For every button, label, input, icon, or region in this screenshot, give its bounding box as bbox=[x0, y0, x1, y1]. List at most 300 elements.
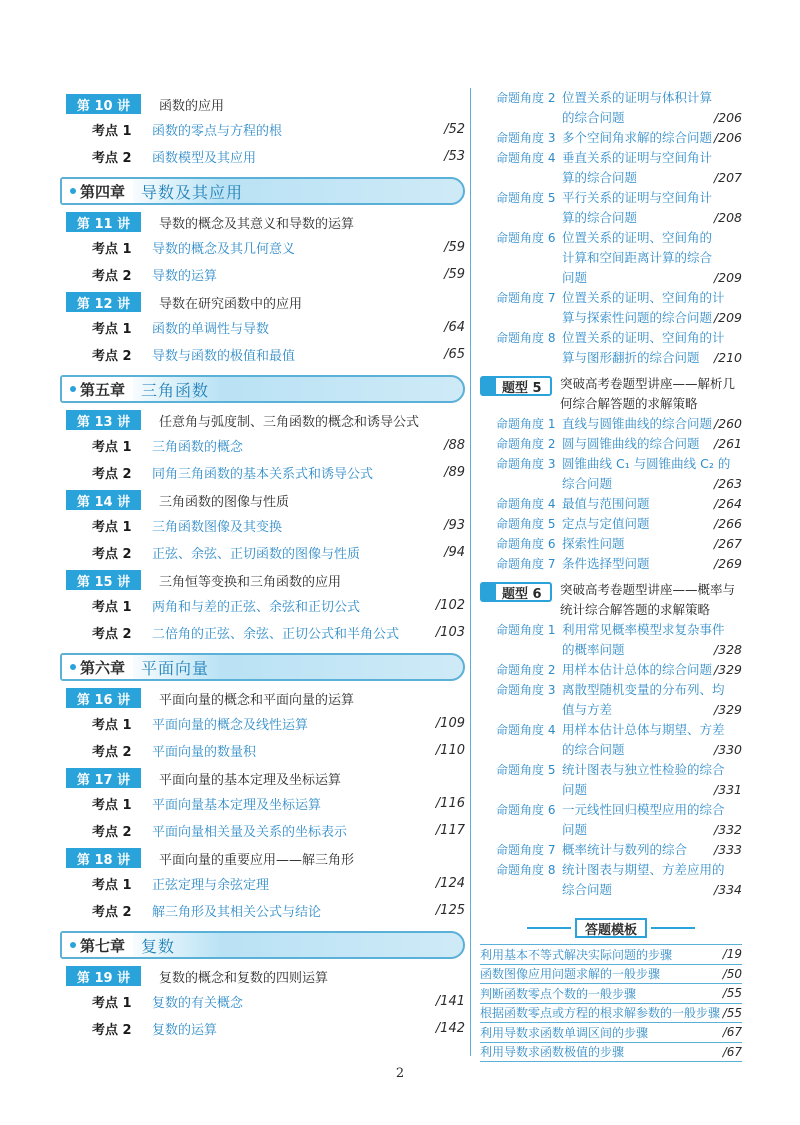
keypoint-title: 三角函数图像及其变换 bbox=[152, 520, 283, 535]
template-entry[interactable] bbox=[480, 945, 742, 965]
keypoint-label: 考点 1 bbox=[92, 878, 132, 893]
question-angle-entry[interactable] bbox=[480, 840, 742, 860]
keypoint-label: 考点 2 bbox=[92, 825, 132, 840]
chapter-box bbox=[60, 375, 465, 403]
page-ref: /330 bbox=[713, 742, 742, 757]
entry-text: 问题 bbox=[562, 270, 588, 285]
question-angle-body bbox=[562, 760, 742, 800]
chapter-box bbox=[60, 177, 465, 205]
page-ref: /142 bbox=[435, 1021, 465, 1036]
entry-text: 算的综合问题 bbox=[562, 170, 638, 185]
answer-template-list bbox=[480, 944, 742, 1062]
page-ref: /65 bbox=[444, 347, 465, 362]
keypoint-title: 解三角形及其相关公式与结论 bbox=[152, 905, 322, 920]
keypoint-entry[interactable] bbox=[60, 737, 465, 764]
tag-bar bbox=[482, 378, 496, 394]
lesson-title: 导数的概念及其意义和导数的运算 bbox=[159, 216, 355, 232]
page-ref: /267 bbox=[713, 536, 742, 551]
question-type-tag bbox=[480, 582, 552, 602]
question-angle-entry[interactable] bbox=[480, 454, 742, 494]
entry-text: 的综合问题 bbox=[562, 110, 625, 125]
question-angle-body bbox=[562, 620, 742, 660]
entry-text: 用样本估计总体的综合问题 bbox=[562, 662, 713, 677]
chapter-name bbox=[62, 179, 133, 203]
entry-line bbox=[562, 348, 742, 368]
keypoint-title: 三角函数的概念 bbox=[152, 440, 244, 455]
page-ref: /332 bbox=[713, 822, 742, 837]
keypoint-label: 考点 1 bbox=[92, 242, 132, 257]
keypoint-label: 考点 1 bbox=[92, 520, 132, 535]
question-angle-label: 命题角度 4 bbox=[496, 151, 556, 165]
keypoint-title: 复数的运算 bbox=[152, 1023, 218, 1038]
keypoint-label: 考点 2 bbox=[92, 151, 132, 166]
keypoint-title: 复数的有关概念 bbox=[152, 996, 244, 1011]
entry-text: 问题 bbox=[562, 822, 588, 837]
question-angle-body bbox=[562, 800, 742, 840]
question-angle-entry[interactable] bbox=[480, 188, 742, 228]
template-title: 函数图像应用问题求解的一般步骤 bbox=[480, 967, 661, 982]
entry-line bbox=[562, 880, 742, 900]
question-angle-body bbox=[562, 148, 742, 188]
page-ref: /55 bbox=[722, 986, 742, 1001]
question-angle-body bbox=[562, 288, 742, 328]
keypoint-title: 导数的概念及其几何意义 bbox=[152, 242, 296, 257]
entry-line bbox=[562, 188, 742, 208]
question-type-title: 突破高考卷题型讲座——解析几何综合解答题的求解策略 bbox=[560, 376, 736, 411]
question-angle-body bbox=[562, 434, 742, 454]
bullet-icon bbox=[70, 942, 76, 948]
keypoint-entry[interactable] bbox=[60, 512, 465, 539]
entry-text: 圆与圆锥曲线的综合问题 bbox=[562, 436, 700, 451]
lesson-tag: 第 12 讲 bbox=[66, 292, 141, 312]
question-angle-body bbox=[562, 680, 742, 720]
keypoint-title: 导数的运算 bbox=[152, 269, 218, 284]
entry-text: 位置关系的证明与体积计算 bbox=[562, 90, 713, 105]
page-ref: /59 bbox=[444, 240, 465, 255]
page-ref: /269 bbox=[713, 556, 742, 571]
entry-line bbox=[562, 660, 742, 680]
lesson-row[interactable] bbox=[60, 686, 465, 710]
question-type-number: 题型 6 bbox=[502, 586, 542, 602]
question-angle-entry[interactable] bbox=[480, 620, 742, 660]
keypoint-entry[interactable] bbox=[60, 988, 465, 1015]
keypoint-label: 考点 2 bbox=[92, 349, 132, 364]
chapter-title: 复数 bbox=[141, 936, 176, 956]
template-title: 利用导数求函数单调区间的步骤 bbox=[480, 1025, 649, 1040]
page-ref: /53 bbox=[444, 149, 465, 164]
page-ref: /209 bbox=[713, 310, 742, 325]
page-ref: /103 bbox=[435, 625, 465, 640]
chapter-banner[interactable] bbox=[60, 177, 465, 205]
question-angle-body bbox=[562, 860, 742, 900]
lesson-tag: 第 17 讲 bbox=[66, 768, 141, 788]
keypoint-entry[interactable] bbox=[60, 143, 465, 170]
question-angle-body bbox=[562, 660, 742, 680]
lesson-tag: 第 10 讲 bbox=[66, 94, 141, 114]
page-ref: /206 bbox=[713, 130, 742, 145]
lesson-title: 三角恒等变换和三角函数的应用 bbox=[159, 574, 342, 590]
keypoint-label: 考点 2 bbox=[92, 547, 132, 562]
entry-line bbox=[562, 128, 742, 148]
right-column bbox=[480, 88, 742, 1062]
page-ref: /88 bbox=[444, 438, 465, 453]
keypoint-label: 考点 1 bbox=[92, 322, 132, 337]
page-ref: /266 bbox=[713, 516, 742, 531]
bullet-icon bbox=[70, 386, 76, 392]
template-entry[interactable] bbox=[480, 984, 742, 1004]
entry-text: 的概率问题 bbox=[562, 642, 625, 657]
page-ref: /209 bbox=[713, 270, 742, 285]
page-ref: /261 bbox=[713, 436, 742, 451]
entry-text: 一元线性回归模型应用的综合 bbox=[562, 802, 725, 817]
lesson-title: 平面向量的概念和平面向量的运算 bbox=[159, 692, 355, 708]
chapter-name bbox=[62, 655, 133, 679]
question-angle-label: 命题角度 3 bbox=[496, 131, 556, 145]
page-ref: /125 bbox=[435, 903, 465, 918]
keypoint-entry[interactable] bbox=[60, 1015, 465, 1042]
lesson-title: 平面向量的重要应用——解三角形 bbox=[159, 852, 355, 868]
keypoint-entry[interactable] bbox=[60, 710, 465, 737]
question-angle-entry[interactable] bbox=[480, 680, 742, 720]
lesson-tag: 第 13 讲 bbox=[66, 410, 141, 430]
keypoint-entry[interactable] bbox=[60, 870, 465, 897]
chapter-banner[interactable] bbox=[60, 375, 465, 403]
keypoint-entry[interactable] bbox=[60, 261, 465, 288]
template-entry[interactable] bbox=[480, 1023, 742, 1043]
entry-text: 问题 bbox=[562, 782, 588, 797]
lesson-title: 平面向量的基本定理及坐标运算 bbox=[159, 772, 342, 788]
keypoint-entry[interactable] bbox=[60, 592, 465, 619]
page-ref: /109 bbox=[435, 716, 465, 731]
keypoint-label: 考点 2 bbox=[92, 627, 132, 642]
entry-text: 综合问题 bbox=[562, 476, 613, 491]
page-ref: /52 bbox=[444, 122, 465, 137]
entry-line bbox=[562, 860, 742, 880]
page-ref: /260 bbox=[713, 416, 742, 431]
chapter-title: 平面向量 bbox=[141, 658, 210, 678]
question-angle-label: 命题角度 1 bbox=[496, 417, 556, 431]
lesson-title: 复数的概念和复数的四则运算 bbox=[159, 970, 329, 986]
question-angle-label: 命题角度 6 bbox=[496, 537, 556, 551]
entry-line bbox=[562, 434, 742, 454]
keypoint-title: 平面向量的概念及线性运算 bbox=[152, 718, 309, 733]
entry-line bbox=[562, 308, 742, 328]
question-angle-label: 命题角度 6 bbox=[496, 231, 556, 245]
column-divider bbox=[470, 88, 471, 1056]
page-ref: /102 bbox=[435, 598, 465, 613]
template-title: 利用基本不等式解决实际问题的步骤 bbox=[480, 947, 673, 962]
header-rule-left bbox=[527, 927, 571, 929]
lesson-row[interactable] bbox=[60, 488, 465, 512]
entry-text: 算与探索性问题的综合问题 bbox=[562, 310, 713, 325]
question-angle-body bbox=[562, 454, 742, 494]
question-angle-body bbox=[562, 88, 742, 128]
keypoint-entry[interactable] bbox=[60, 897, 465, 924]
question-angle-entry[interactable] bbox=[480, 660, 742, 680]
keypoint-entry[interactable] bbox=[60, 817, 465, 844]
lesson-row[interactable] bbox=[60, 964, 465, 988]
question-type-row[interactable] bbox=[480, 374, 742, 414]
entry-line bbox=[562, 248, 742, 268]
entry-text: 用样本估计总体与期望、方差 bbox=[562, 722, 725, 737]
keypoint-title: 平面向量相关量及关系的坐标表示 bbox=[152, 825, 348, 840]
question-angle-label: 命题角度 8 bbox=[496, 863, 556, 877]
tag-bar bbox=[482, 584, 496, 600]
entry-line bbox=[562, 720, 742, 740]
page-ref: /55 bbox=[722, 1005, 742, 1020]
question-angle-label: 命题角度 4 bbox=[496, 723, 556, 737]
page-ref: /141 bbox=[435, 994, 465, 1009]
answer-template-title: 答题模板 bbox=[575, 918, 647, 938]
question-angle-entry[interactable] bbox=[480, 720, 742, 760]
page-ref: /59 bbox=[444, 267, 465, 282]
question-angle-label: 命题角度 6 bbox=[496, 803, 556, 817]
page-ref: /264 bbox=[713, 496, 742, 511]
template-title: 判断函数零点个数的一般步骤 bbox=[480, 986, 637, 1001]
entry-line bbox=[562, 454, 742, 474]
page-ref: /67 bbox=[722, 1025, 742, 1040]
question-angle-body bbox=[562, 720, 742, 760]
question-angle-body bbox=[562, 188, 742, 228]
question-angle-entry[interactable] bbox=[480, 288, 742, 328]
lesson-title: 三角函数的图像与性质 bbox=[159, 494, 290, 510]
template-title: 根据函数零点或方程的根求解参数的一般步骤 bbox=[480, 1006, 721, 1021]
chapter-banner[interactable] bbox=[60, 653, 465, 681]
lesson-row[interactable] bbox=[60, 766, 465, 790]
entry-line bbox=[562, 680, 742, 700]
entry-text: 条件选择型问题 bbox=[562, 556, 650, 571]
keypoint-label: 考点 1 bbox=[92, 996, 132, 1011]
chapter-title: 导数及其应用 bbox=[141, 182, 244, 202]
question-angle-label: 命题角度 5 bbox=[496, 191, 556, 205]
keypoint-title: 平面向量基本定理及坐标运算 bbox=[152, 798, 322, 813]
question-angle-body bbox=[562, 128, 742, 148]
question-angle-body bbox=[562, 534, 742, 554]
lesson-row[interactable] bbox=[60, 408, 465, 432]
question-angle-body bbox=[562, 414, 742, 434]
keypoint-label: 考点 1 bbox=[92, 124, 132, 139]
keypoint-label: 考点 2 bbox=[92, 467, 132, 482]
question-angle-body bbox=[562, 328, 742, 368]
chapter-box bbox=[60, 931, 465, 959]
question-angle-label: 命题角度 2 bbox=[496, 91, 556, 105]
page-ref: /67 bbox=[722, 1044, 742, 1059]
entry-line bbox=[562, 800, 742, 820]
entry-text: 位置关系的证明、空间角的计 bbox=[562, 290, 725, 305]
keypoint-title: 函数模型及其应用 bbox=[152, 151, 257, 166]
entry-line bbox=[562, 840, 742, 860]
page-ref: /124 bbox=[435, 876, 465, 891]
question-angle-label: 命题角度 7 bbox=[496, 843, 556, 857]
keypoint-title: 同角三角函数的基本关系式和诱导公式 bbox=[152, 467, 374, 482]
entry-line bbox=[562, 640, 742, 660]
keypoint-entry[interactable] bbox=[60, 314, 465, 341]
keypoint-entry[interactable] bbox=[60, 539, 465, 566]
entry-line bbox=[562, 534, 742, 554]
entry-text: 圆锥曲线 C₁ 与圆锥曲线 C₂ 的 bbox=[562, 456, 731, 471]
question-angle-label: 命题角度 7 bbox=[496, 291, 556, 305]
entry-line bbox=[562, 414, 742, 434]
page-ref: /117 bbox=[435, 823, 465, 838]
template-entry[interactable] bbox=[480, 1043, 742, 1063]
page-ref: /331 bbox=[713, 782, 742, 797]
lesson-row[interactable] bbox=[60, 568, 465, 592]
question-angle-label: 命题角度 2 bbox=[496, 437, 556, 451]
keypoint-entry[interactable] bbox=[60, 341, 465, 368]
lesson-title: 函数的应用 bbox=[159, 98, 225, 114]
chapter-number: 第五章 bbox=[80, 380, 126, 399]
question-type-number: 题型 5 bbox=[502, 380, 542, 396]
question-angle-entry[interactable] bbox=[480, 554, 742, 574]
answer-template-header bbox=[480, 918, 742, 938]
entry-text: 统计图表与期望、方差应用的 bbox=[562, 862, 725, 877]
keypoint-entry[interactable] bbox=[60, 234, 465, 261]
entry-text: 综合问题 bbox=[562, 882, 613, 897]
template-title: 利用导数求函数极值的步骤 bbox=[480, 1045, 625, 1060]
keypoint-entry[interactable] bbox=[60, 619, 465, 646]
entry-text: 值与方差 bbox=[562, 702, 613, 717]
keypoint-title: 两角和与差的正弦、余弦和正切公式 bbox=[152, 600, 361, 615]
chapter-number: 第四章 bbox=[80, 182, 126, 201]
entry-line bbox=[562, 554, 742, 574]
entry-text: 探索性问题 bbox=[562, 536, 625, 551]
page-ref: /328 bbox=[713, 642, 742, 657]
question-angle-body bbox=[562, 228, 742, 288]
question-type-title: 突破高考卷题型讲座——概率与统计综合解答题的求解策略 bbox=[560, 582, 736, 617]
entry-line bbox=[562, 288, 742, 308]
keypoint-title: 函数的零点与方程的根 bbox=[152, 124, 283, 139]
question-angle-entry[interactable] bbox=[480, 860, 742, 900]
chapter-banner[interactable] bbox=[60, 931, 465, 959]
page-ref: /333 bbox=[713, 842, 742, 857]
template-entry[interactable] bbox=[480, 965, 742, 985]
chapter-title: 三角函数 bbox=[141, 380, 210, 400]
question-angle-entry[interactable] bbox=[480, 800, 742, 840]
entry-text: 利用常见概率模型求复杂事件 bbox=[562, 622, 725, 637]
entry-text: 离散型随机变量的分布列、均 bbox=[562, 682, 725, 697]
keypoint-label: 考点 1 bbox=[92, 798, 132, 813]
entry-line bbox=[562, 328, 742, 348]
keypoint-title: 二倍角的正弦、余弦、正切公式和半角公式 bbox=[152, 627, 400, 642]
page-ref: /94 bbox=[444, 545, 465, 560]
entry-line bbox=[562, 148, 742, 168]
keypoint-label: 考点 1 bbox=[92, 440, 132, 455]
keypoint-label: 考点 1 bbox=[92, 718, 132, 733]
entry-text: 多个空间角求解的综合问题 bbox=[562, 130, 713, 145]
entry-text: 算的综合问题 bbox=[562, 210, 638, 225]
keypoint-entry[interactable] bbox=[60, 116, 465, 143]
lesson-row[interactable] bbox=[60, 290, 465, 314]
lesson-row[interactable] bbox=[60, 92, 465, 116]
entry-line bbox=[562, 494, 742, 514]
entry-line bbox=[562, 268, 742, 288]
entry-text: 算与图形翻折的综合问题 bbox=[562, 350, 700, 365]
keypoint-entry[interactable] bbox=[60, 790, 465, 817]
page-ref: /210 bbox=[713, 350, 742, 365]
keypoint-label: 考点 2 bbox=[92, 905, 132, 920]
page-ref: /116 bbox=[435, 796, 465, 811]
keypoint-title: 平面向量的数量积 bbox=[152, 745, 257, 760]
entry-line bbox=[562, 474, 742, 494]
question-angle-entry[interactable] bbox=[480, 760, 742, 800]
header-rule-right bbox=[651, 927, 695, 929]
question-angle-entry[interactable] bbox=[480, 148, 742, 188]
entry-text: 位置关系的证明、空间角的 bbox=[562, 230, 713, 245]
question-angle-label: 命题角度 3 bbox=[496, 683, 556, 697]
keypoint-title: 函数的单调性与导数 bbox=[152, 322, 270, 337]
question-angle-label: 命题角度 5 bbox=[496, 763, 556, 777]
entry-line bbox=[562, 820, 742, 840]
chapter-name bbox=[62, 933, 133, 957]
template-entry[interactable] bbox=[480, 1004, 742, 1024]
keypoint-title: 正弦定理与余弦定理 bbox=[152, 878, 270, 893]
lesson-tag: 第 16 讲 bbox=[66, 688, 141, 708]
question-angle-body bbox=[562, 554, 742, 574]
question-angle-entry[interactable] bbox=[480, 514, 742, 534]
page-ref: /50 bbox=[722, 966, 742, 981]
entry-line bbox=[562, 108, 742, 128]
entry-line bbox=[562, 760, 742, 780]
question-angle-entry[interactable] bbox=[480, 494, 742, 514]
lesson-tag: 第 11 讲 bbox=[66, 212, 141, 232]
question-angle-label: 命题角度 1 bbox=[496, 623, 556, 637]
lesson-tag: 第 14 讲 bbox=[66, 490, 141, 510]
page-ref: /334 bbox=[713, 882, 742, 897]
question-angle-label: 命题角度 5 bbox=[496, 517, 556, 531]
entry-line bbox=[562, 228, 742, 248]
keypoint-entry[interactable] bbox=[60, 459, 465, 486]
question-angle-entry[interactable] bbox=[480, 434, 742, 454]
question-angle-entry[interactable] bbox=[480, 328, 742, 368]
question-angle-entry[interactable] bbox=[480, 414, 742, 434]
keypoint-label: 考点 1 bbox=[92, 600, 132, 615]
keypoint-entry[interactable] bbox=[60, 432, 465, 459]
chapter-name bbox=[62, 377, 133, 401]
lesson-tag: 第 18 讲 bbox=[66, 848, 141, 868]
lesson-row[interactable] bbox=[60, 210, 465, 234]
question-angle-entry[interactable] bbox=[480, 128, 742, 148]
question-angle-label: 命题角度 2 bbox=[496, 663, 556, 677]
keypoint-title: 导数与函数的极值和最值 bbox=[152, 349, 296, 364]
entry-text: 统计图表与独立性检验的综合 bbox=[562, 762, 725, 777]
page-ref: /208 bbox=[713, 210, 742, 225]
entry-text: 平行关系的证明与空间角计 bbox=[562, 190, 713, 205]
question-angle-label: 命题角度 8 bbox=[496, 331, 556, 345]
page-ref: /329 bbox=[713, 662, 742, 677]
page-ref: /206 bbox=[713, 110, 742, 125]
question-angle-label: 命题角度 7 bbox=[496, 557, 556, 571]
page-ref: /263 bbox=[713, 476, 742, 491]
lesson-row[interactable] bbox=[60, 846, 465, 870]
entry-text: 概率统计与数列的综合 bbox=[562, 842, 688, 857]
question-angle-entry[interactable] bbox=[480, 88, 742, 128]
keypoint-label: 考点 2 bbox=[92, 269, 132, 284]
entry-text: 直线与圆锥曲线的综合问题 bbox=[562, 416, 713, 431]
lesson-title: 任意角与弧度制、三角函数的概念和诱导公式 bbox=[159, 414, 420, 430]
page-ref: /329 bbox=[713, 702, 742, 717]
page-ref: /89 bbox=[444, 465, 465, 480]
bullet-icon bbox=[70, 188, 76, 194]
page-ref: /64 bbox=[444, 320, 465, 335]
entry-text: 垂直关系的证明与空间角计 bbox=[562, 150, 713, 165]
entry-text: 计算和空间距离计算的综合 bbox=[562, 250, 713, 265]
question-type-row[interactable] bbox=[480, 580, 742, 620]
question-angle-label: 命题角度 3 bbox=[496, 457, 556, 471]
question-angle-entry[interactable] bbox=[480, 534, 742, 554]
entry-line bbox=[562, 700, 742, 720]
question-angle-entry[interactable] bbox=[480, 228, 742, 288]
entry-text: 的综合问题 bbox=[562, 742, 625, 757]
